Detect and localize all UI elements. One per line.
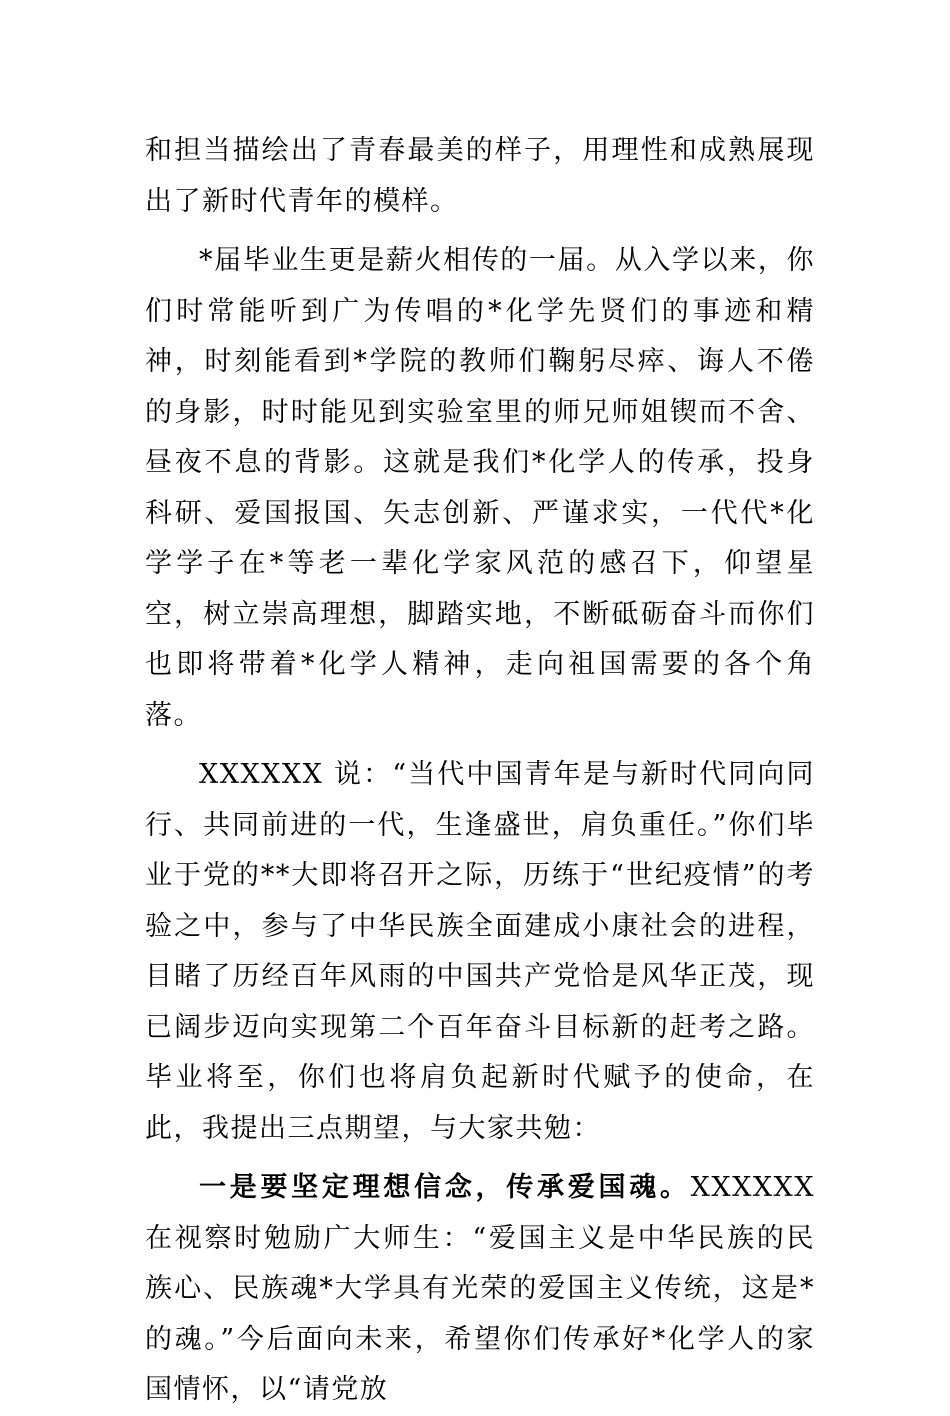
paragraph-2-text: *届毕业生更是薪火相传的一届。从入学以来，你们时常能听到广为传唱的*化学先贤们的事迹和精神，时刻能看到*学院的教师们鞠躬尽瘁、诲人不倦的身影，时时能见到实验室里的师兄师姐锲而不舍、昼夜不息的背影。这就是我们*化学人的传承，投身科研、爱国报国、矢志创新、严谨求实，一代代*化学学子在*等老一辈化学家风范的感召下，仰望星空，树立崇高理想，脚踏实地，不断砥砺奋斗而你们也即将带着*化学人精神，走向祖国需要的各个角落。 xyxy=(145,245,815,731)
paragraph-3 xyxy=(145,750,815,1154)
document-body xyxy=(145,126,815,1416)
paragraph-4-heading: 一是要坚定理想信念，传承爱国魂。 xyxy=(199,1172,691,1203)
paragraph-2 xyxy=(145,236,815,741)
paragraph-3-text: XXXXXX 说：“当代中国青年是与新时代同向同行、共同前进的一代，生逢盛世，肩负重任。”你们毕业于党的**大即将召开之际，历练于“世纪疫情”的考验之中，参与了中华民族全面建成小康社会的进程，目睹了历经百年风雨的中国共产党恰是风华正茂，现已阔步迈向实现第二个百年奋斗目标新的赶考之路。毕业将至，你们也将肩负起新时代赋予的使命，在此，我提出三点期望，与大家共勉： xyxy=(145,759,815,1144)
paragraph-4 xyxy=(145,1163,815,1416)
paragraph-4-text: XXXXXX 在视察时勉励广大师生：“爱国主义是中华民族的民族心、民族魂*大学具有光荣的爱国主义传统，这是*的魂。”今后面向未来，希望你们传承好*化学人的家国情怀，以“请党放 xyxy=(145,1172,815,1405)
paragraph-1 xyxy=(145,126,815,227)
paragraph-1-text: 和担当描绘出了青春最美的样子，用理性和成熟展现出了新时代青年的模样。 xyxy=(145,135,815,217)
